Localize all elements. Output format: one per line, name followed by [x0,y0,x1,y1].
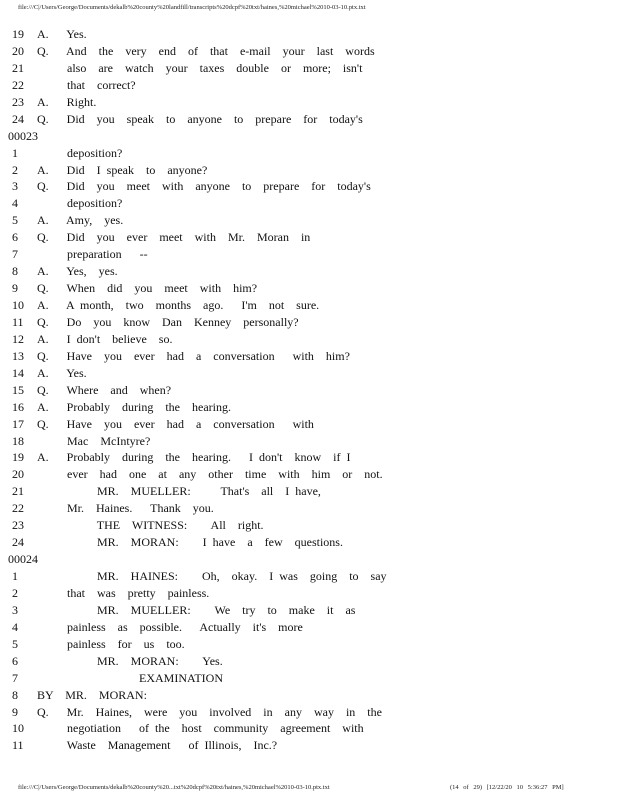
line-text: also are watch your taxes double or more; isn't [37,60,363,75]
line-text: Q. Did you ever meet with Mr. Moran in [37,230,311,245]
line-text: Q. When did you meet with him? [37,281,258,296]
transcript-line [0,433,618,450]
transcript-line [0,449,618,466]
line-number: 8 [12,687,18,702]
line-text: Q. And the very end of that e-mail your last words [37,43,375,58]
line-number: 9 [12,281,18,296]
line-text: EXAMINATION [37,670,223,685]
transcript-line [0,382,618,399]
transcript-line [0,534,618,551]
line-text: Mr. Haines. Thank you. [37,501,214,516]
line-number: 21 [12,60,24,75]
line-text: THE WITNESS: All right. [37,518,264,533]
transcript-line [0,111,618,128]
line-text: Waste Management of Illinois, Inc.? [37,738,278,753]
transcript-line [0,636,618,653]
line-text: A. Yes, yes. [37,264,118,279]
line-number: 20 [12,467,24,482]
transcript-line [0,280,618,297]
transcript-line [0,162,618,179]
line-text: Mac McIntyre? [37,433,151,448]
line-number: 21 [12,484,24,499]
page-number: 00023 [8,128,38,143]
transcript-line [0,720,618,737]
line-text: Q. Did you speak to anyone to prepare for today's [37,111,363,126]
transcript-line [0,331,618,348]
transcript-body [0,26,618,754]
line-text: BY MR. MORAN: [37,687,147,702]
transcript-line [0,195,618,212]
line-text: A. Did I speak to anyone? [37,162,208,177]
line-number: 19 [12,450,24,465]
line-number: 24 [12,111,24,126]
line-text: MR. MORAN: I have a few questions. [37,535,343,550]
transcript-line [0,619,618,636]
line-text: MR. MORAN: Yes. [37,653,223,668]
line-number: 14 [12,365,24,380]
file-path-header: file:///C|/Users/George/Documents/dekalb%20county%20landfill/transcripts%20dcpf%20txt/haines,%20michael%2010-03-10.ptx.txt [18,4,366,11]
transcript-line [0,670,618,687]
line-number: 10 [12,298,24,312]
line-text: MR. HAINES: Oh, okay. I was going to say [37,569,387,583]
page-number: 00024 [8,552,38,567]
transcript-line [0,43,618,60]
transcript-line [0,94,618,111]
line-number: 22 [12,501,24,516]
line-text: Q. Mr. Haines, were you involved in any way in the [37,704,382,719]
line-text: Q. Do you know Dan Kenney personally? [37,314,299,329]
line-text: MR. MUELLER: We try to make it as [37,602,356,617]
line-number: 15 [12,382,24,397]
line-text: A. Right. [37,94,97,109]
transcript-line [0,314,618,331]
transcript-line [0,416,618,433]
line-text: A. I don't believe so. [37,331,173,346]
line-number: 23 [12,518,24,533]
transcript-line [0,687,618,704]
transcript-line [0,77,618,94]
transcript-line [0,602,618,619]
line-number: 11 [12,314,24,329]
line-number: 17 [12,416,24,431]
file-path-footer: file:///C|/Users/George/Documents/dekalb%20county%20...txt%20dcpf%20txt/haines,%20michael%2010-03-10.ptx.txt [18,784,330,791]
line-text: Q. Have you ever had a conversation with [37,416,314,431]
line-number: 4 [12,619,18,634]
line-text: Q. Did you meet with anyone to prepare for today's [37,179,371,194]
transcript-line [0,365,618,382]
line-text: A. A month, two months ago. I'm not sure. [37,298,320,312]
transcript-line [0,737,618,754]
line-text: A. Probably during the hearing. [37,399,231,414]
line-text: preparation -- [37,247,148,262]
line-number: 1 [12,145,18,160]
transcript-line [0,263,618,280]
line-number: 4 [12,196,18,211]
line-text: painless for us too. [37,636,185,651]
line-number: 9 [12,704,18,719]
transcript-line [0,246,618,263]
line-number: 12 [12,331,24,346]
line-number: 6 [12,653,18,668]
transcript-line [0,297,618,314]
page-marker [0,128,618,145]
line-number: 1 [12,569,18,583]
line-number: 24 [12,535,24,550]
line-text: deposition? [37,196,123,211]
transcript-line [0,517,618,534]
transcript-line [0,500,618,517]
transcript-line [0,466,618,483]
transcript-line [0,483,618,500]
transcript-line [0,178,618,195]
page-info-footer: (14 of 29) [12/22/20 10 5:36:27 PM] [450,784,564,791]
line-number: 2 [12,162,18,177]
line-number: 16 [12,399,24,414]
line-text: painless as possible. Actually it's more [37,619,303,634]
line-text: A. Probably during the hearing. I don't know if I [37,450,351,465]
line-text: A. Yes. [37,27,87,41]
transcript-line [0,145,618,162]
page-marker [0,551,618,568]
line-text: that was pretty painless. [37,585,210,600]
line-text: A. Amy, yes. [37,213,124,228]
line-text: negotiation of the host community agreement with [37,721,364,736]
transcript-line [0,653,618,670]
line-number: 18 [12,433,24,448]
line-number: 6 [12,230,18,245]
line-number: 3 [12,179,18,194]
line-number: 19 [12,27,24,41]
transcript-line [0,585,618,602]
line-text: deposition? [37,145,123,160]
line-number: 10 [12,721,24,736]
transcript-line [0,399,618,416]
line-text: that correct? [37,77,136,92]
transcript-line [0,704,618,721]
transcript-line [0,212,618,229]
line-number: 13 [12,348,24,363]
line-number: 2 [12,585,18,600]
transcript-line [0,229,618,246]
line-number: 5 [12,213,18,228]
line-number: 7 [12,670,18,685]
line-number: 5 [12,636,18,651]
line-text: A. Yes. [37,365,87,380]
line-text: ever had one at any other time with him or not. [37,467,383,482]
line-number: 3 [12,602,18,617]
line-number: 23 [12,94,24,109]
line-number: 8 [12,264,18,279]
transcript-line [0,26,618,43]
transcript-line [0,60,618,77]
line-number: 20 [12,43,24,58]
transcript-line [0,348,618,365]
line-text: Q. Where and when? [37,382,172,397]
line-text: Q. Have you ever had a conversation with him? [37,348,350,363]
line-text: MR. MUELLER: That's all I have, [37,484,321,499]
line-number: 7 [12,247,18,262]
line-number: 11 [12,738,24,753]
line-number: 22 [12,77,24,92]
transcript-line [0,568,618,585]
